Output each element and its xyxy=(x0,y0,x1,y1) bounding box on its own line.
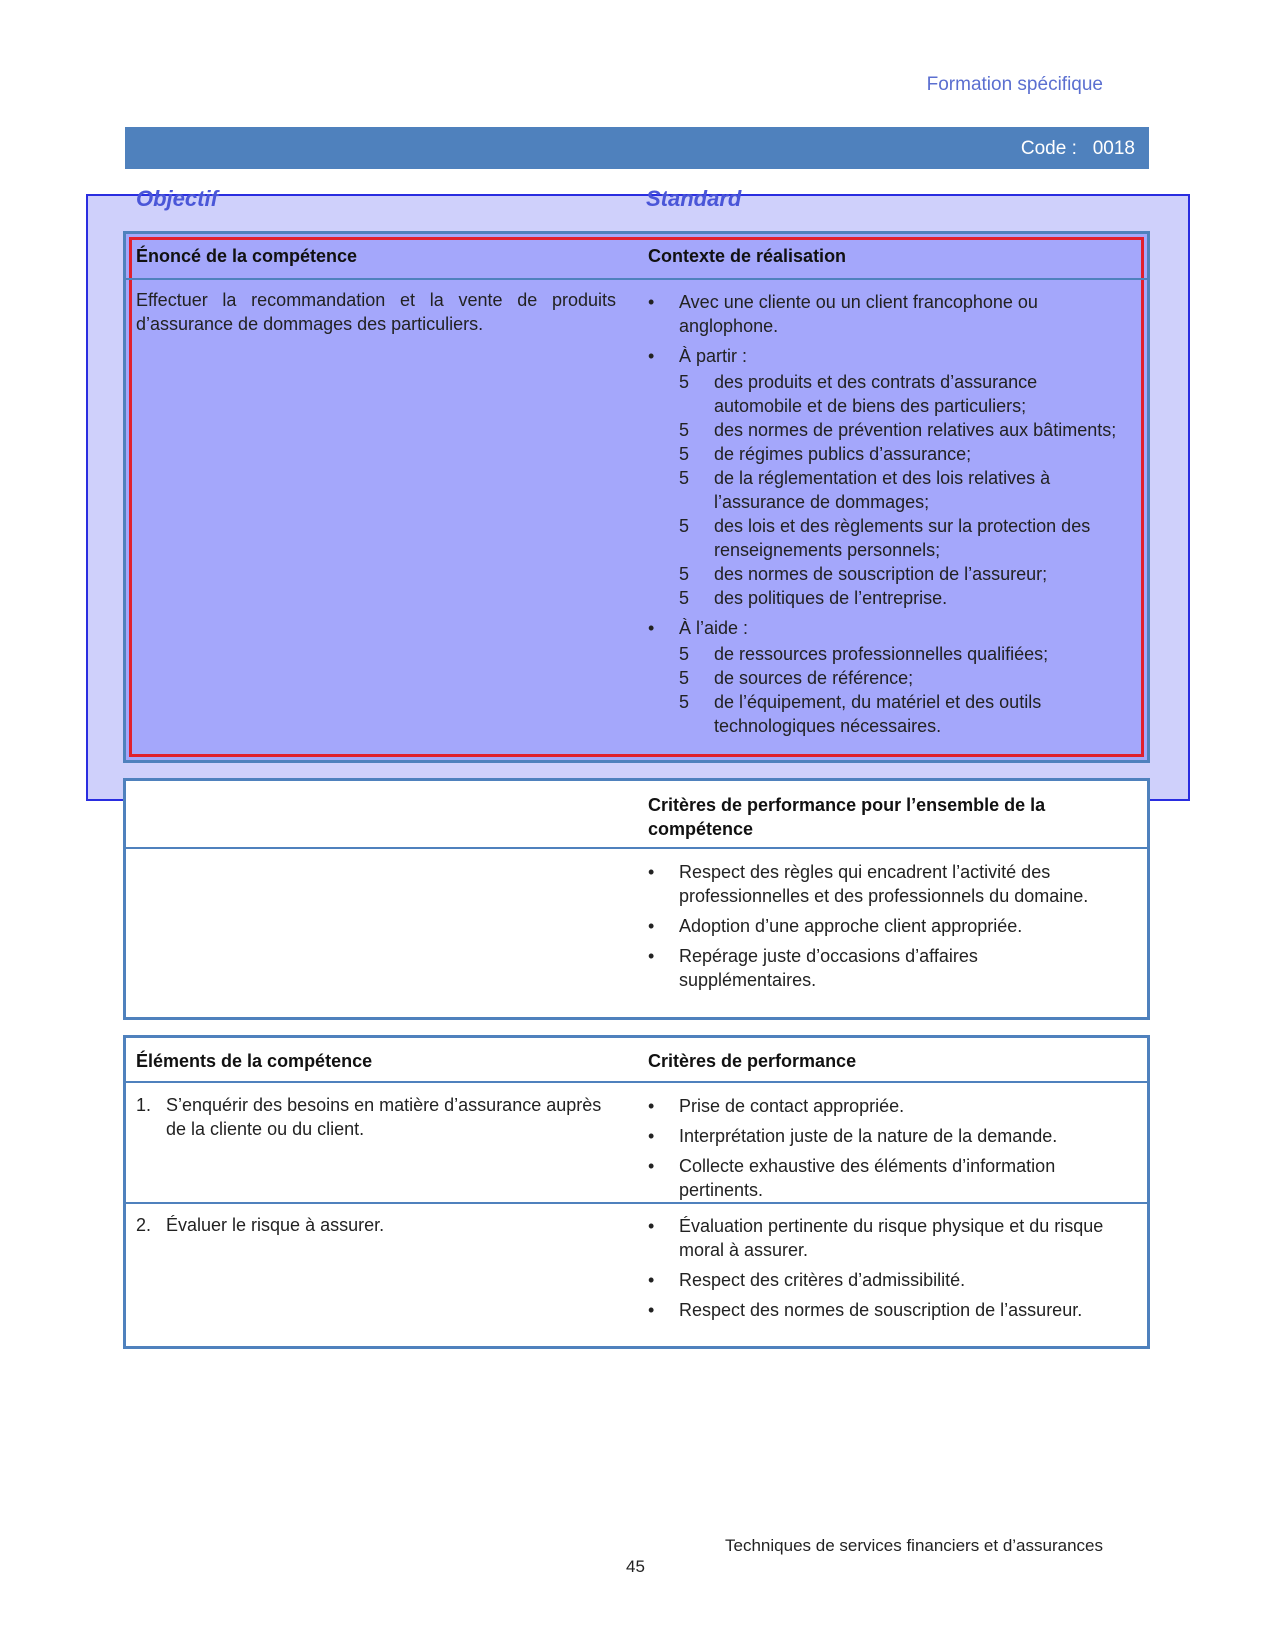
elements-box xyxy=(123,1035,1150,1349)
list-item-text: Interprétation juste de la nature de la demande. xyxy=(679,1126,1058,1146)
sub-list-item-text: de sources de référence; xyxy=(714,668,914,688)
element-item xyxy=(136,1213,626,1237)
bullet-icon: • xyxy=(648,1270,655,1290)
list-item xyxy=(648,914,1118,938)
list-item-text: À l’aide : xyxy=(679,618,749,638)
element-text: S’enquérir des besoins en matière d’assurance auprès de la cliente ou du client. xyxy=(166,1095,602,1139)
sub-list-item xyxy=(679,418,1118,442)
list-item xyxy=(648,616,1118,738)
elements-row-divider xyxy=(126,1202,1147,1204)
list-item xyxy=(648,290,1118,338)
footer-program: Techniques de services financiers et d’assurances xyxy=(725,1536,1103,1555)
element-item xyxy=(136,1093,626,1141)
code-label: Code : xyxy=(1020,138,1077,159)
sub-bullet-icon: 5 xyxy=(679,444,690,464)
sub-list-item xyxy=(679,666,1118,690)
sub-list-item xyxy=(679,514,1118,562)
bullet-icon: • xyxy=(648,946,655,966)
contexte-heading: Contexte de réalisation xyxy=(648,246,847,266)
context-sublist xyxy=(679,370,1118,610)
page-number: 45 xyxy=(626,1557,645,1576)
criteria-all-list xyxy=(648,860,1118,998)
sub-list-item-text: de l’équipement, du matériel et des outils technologiques nécessaires. xyxy=(714,692,1042,736)
competence-box xyxy=(123,231,1150,763)
bullet-icon: • xyxy=(648,1126,655,1146)
sub-bullet-icon: 5 xyxy=(679,372,690,392)
list-item xyxy=(648,1298,1118,1322)
context-list xyxy=(648,290,1118,744)
sub-list-item-text: de ressources professionnelles qualifiées; xyxy=(714,644,1049,664)
objectif-heading: Objectif xyxy=(136,186,218,211)
enonce-text: Effectuer la recommandation et la vente de produits d’assurance de dommages des particuliers. xyxy=(136,290,616,334)
criteria-list xyxy=(648,1214,1118,1328)
code-label-group xyxy=(1021,138,1135,160)
sub-list-item xyxy=(679,690,1118,738)
criteria-all-divider xyxy=(126,847,1147,849)
bullet-icon: • xyxy=(648,1216,655,1236)
list-item xyxy=(648,860,1118,908)
element-number: 2. xyxy=(136,1215,152,1235)
sub-bullet-icon: 5 xyxy=(679,516,690,536)
list-item xyxy=(648,1214,1118,1262)
sub-list-item-text: de la réglementation et des lois relatives à l’assurance de dommages; xyxy=(714,468,1051,512)
sub-list-item xyxy=(679,586,1118,610)
sub-list-item-text: des lois et des règlements sur la protection des renseignements personnels; xyxy=(714,516,1091,560)
list-item-text: Respect des règles qui encadrent l’activité des professionnelles et des professionnels du domaine. xyxy=(679,862,1089,906)
list-item-text: Avec une cliente ou un client francophone ou anglophone. xyxy=(679,292,1038,336)
list-item xyxy=(648,1124,1118,1148)
sub-bullet-icon: 5 xyxy=(679,468,690,488)
bullet-icon: • xyxy=(648,916,655,936)
standard-heading: Standard xyxy=(646,186,742,211)
list-item-text: Évaluation pertinente du risque physique et du risque moral à assurer. xyxy=(679,1216,1104,1260)
sub-list-item-text: de régimes publics d’assurance; xyxy=(714,444,972,464)
sub-list-item xyxy=(679,642,1118,666)
list-item-text: Respect des normes de souscription de l’assureur. xyxy=(679,1300,1083,1320)
element-text: Évaluer le risque à assurer. xyxy=(166,1215,385,1235)
sub-bullet-icon: 5 xyxy=(679,588,690,608)
sub-list-item xyxy=(679,442,1118,466)
list-item xyxy=(648,944,1118,992)
sub-list-item xyxy=(679,370,1118,418)
code-value: 0018 xyxy=(1092,138,1135,159)
sub-list-item-text: des normes de prévention relatives aux bâtiments; xyxy=(714,420,1117,440)
criteria-heading: Critères de performance xyxy=(648,1051,857,1071)
list-item-text: Collecte exhaustive des éléments d’information pertinents. xyxy=(679,1156,1056,1200)
code-bar xyxy=(125,127,1149,169)
sub-list-item xyxy=(679,562,1118,586)
bullet-icon: • xyxy=(648,1300,655,1320)
sub-bullet-icon: 5 xyxy=(679,564,690,584)
list-item-text: Prise de contact appropriée. xyxy=(679,1096,905,1116)
elements-header-divider xyxy=(126,1081,1147,1083)
list-item-text: À partir : xyxy=(679,346,748,366)
sub-bullet-icon: 5 xyxy=(679,668,690,688)
sub-list-item-text: des produits et des contrats d’assurance automobile et de biens des particuliers; xyxy=(714,372,1038,416)
list-item xyxy=(648,1268,1118,1292)
list-item xyxy=(648,344,1118,610)
elements-heading: Éléments de la compétence xyxy=(136,1051,373,1071)
list-item-text: Respect des critères d’admissibilité. xyxy=(679,1270,966,1290)
criteria-all-title: Critères de performance pour l’ensemble de la compétence xyxy=(648,795,1046,839)
bullet-icon: • xyxy=(648,1156,655,1176)
context-sublist xyxy=(679,642,1118,738)
sub-list-item-text: des normes de souscription de l’assureur; xyxy=(714,564,1048,584)
list-item-text: Repérage juste d’occasions d’affaires supplémentaires. xyxy=(679,946,978,990)
list-item-text: Adoption d’une approche client appropriée. xyxy=(679,916,1023,936)
bullet-icon: • xyxy=(648,618,655,638)
header-formation: Formation spécifique xyxy=(926,74,1103,95)
bullet-icon: • xyxy=(648,1096,655,1116)
competence-header-divider xyxy=(126,278,1147,280)
criteria-all-box xyxy=(123,778,1150,1020)
sub-bullet-icon: 5 xyxy=(679,420,690,440)
list-item xyxy=(648,1094,1118,1118)
enonce-heading: Énoncé de la compétence xyxy=(136,246,358,266)
sub-list-item xyxy=(679,466,1118,514)
bullet-icon: • xyxy=(648,292,655,312)
element-number: 1. xyxy=(136,1095,152,1115)
bullet-icon: • xyxy=(648,346,655,366)
sub-bullet-icon: 5 xyxy=(679,692,690,712)
sub-list-item-text: des politiques de l’entreprise. xyxy=(714,588,948,608)
bullet-icon: • xyxy=(648,862,655,882)
criteria-list xyxy=(648,1094,1118,1208)
sub-bullet-icon: 5 xyxy=(679,644,690,664)
list-item xyxy=(648,1154,1118,1202)
